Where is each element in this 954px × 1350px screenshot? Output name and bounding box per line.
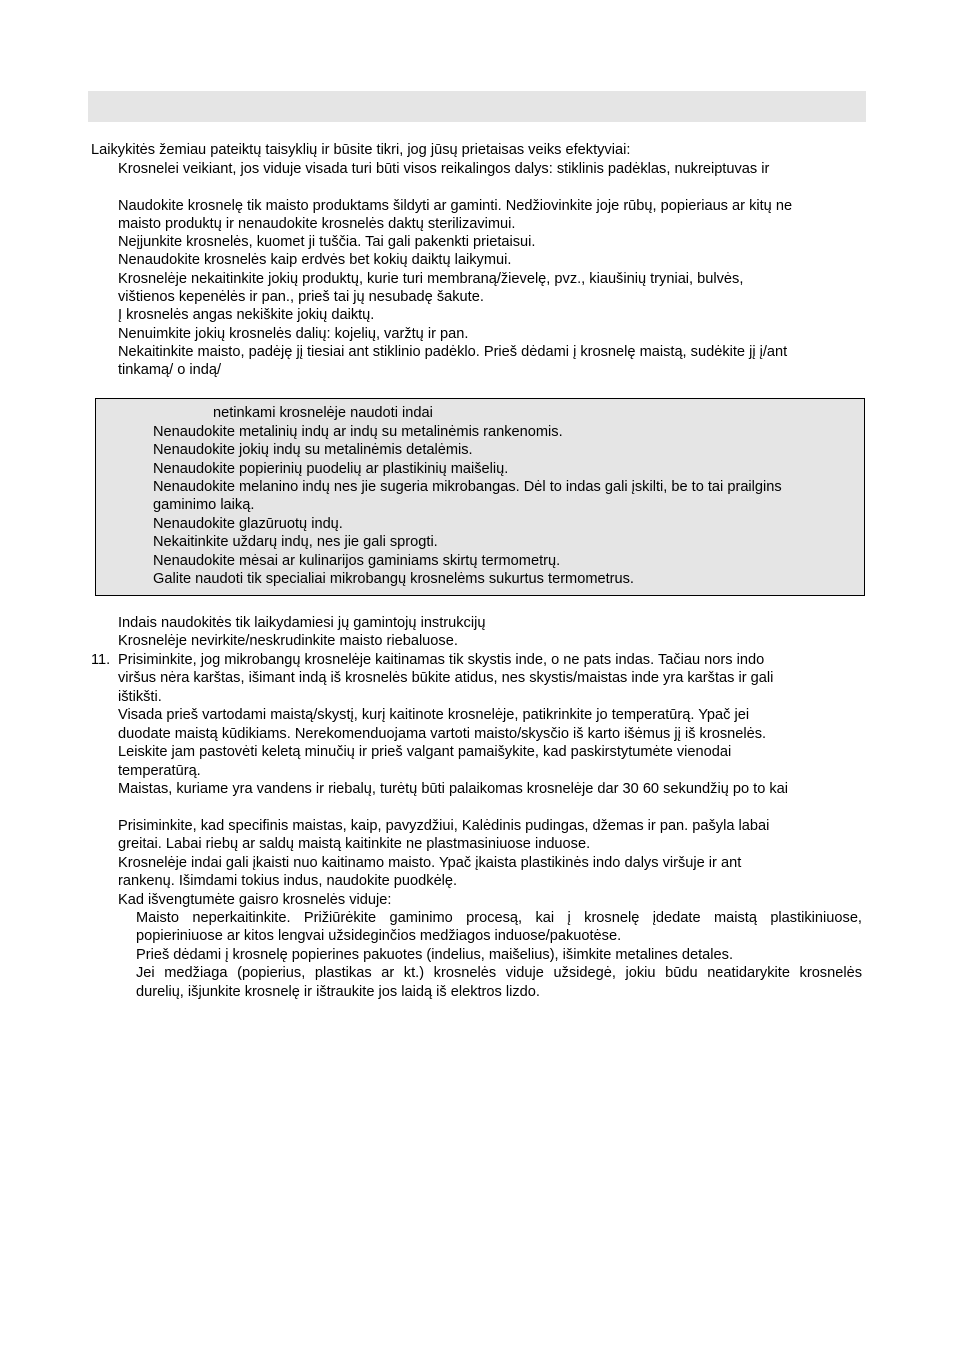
rule-line: Nekaitinkite maisto, padėję jį tiesiai ant stiklinio padėklo. Prieš dėdami į krosnelę maistą, sudėkite jį į/ant <box>118 344 788 360</box>
box-item: Nenaudokite popierinių puodelių ar plastikinių maišelių. <box>153 461 509 477</box>
point-line: Prisiminkite, jog mikrobangų krosnelėje kaitinamas tik skystis inde, o ne pats indas. Tačiau nors indo <box>118 652 765 668</box>
fire-line: popieriniuose ar kitos lengvai užsideginčios medžiagos induose/pakuotėse. <box>136 928 622 944</box>
point-line: Maistas, kuriame yra vandens ir riebalų, turėtų būti palaikomas krosnelėje dar 30 60 sekundžių po to kai <box>118 781 789 797</box>
point-line: ištikšti. <box>118 689 162 705</box>
after-line: Krosnelėje nevirkite/neskrudinkite maisto riebaluose. <box>118 633 458 649</box>
section-header-bar <box>88 91 866 122</box>
after-line: Indais naudokitės tik laikydamiesi jų gamintojų instrukcijų <box>118 615 486 631</box>
rule-line: Nenaudokite krosnelės kaip erdvės bet kokių daiktų laikymui. <box>118 252 512 268</box>
rule-line: tinkamą/ o indą/ <box>118 362 222 378</box>
box-item: Nekaitinkite uždarų indų, nes jie gali sprogti. <box>153 534 438 550</box>
intro-text: Laikykitės žemiau pateiktų taisyklių ir būsite tikri, jog jūsų prietaisas veiks efektyviai: <box>91 142 631 158</box>
point-line: Leiskite jam pastovėti keletą minučių ir prieš valgant pamaišykite, kad paskirstytumėte vienodai <box>118 744 732 760</box>
rule-line: Į krosnelės angas nekiškite jokių daiktų. <box>118 307 375 323</box>
point-line: viršus nėra karštas, išimant indą iš krosnelės būkite atidus, nes skystis/maistas inde yra karštas ir gali <box>118 670 774 686</box>
point-line: duodate maistą kūdikiams. Nerekomenduojama vartoti maisto/skysčio iš karto išėmus jį iš krosnelės. <box>118 726 767 742</box>
point-line: Krosnelėje indai gali įkaisti nuo kaitinamo maisto. Ypač įkaista plastikinės indo dalys viršuje ir ant <box>118 855 742 871</box>
box-item: Nenaudokite melanino indų nes jie sugeria mikrobangas. Dėl to indas gali įskilti, be to tai prailgins <box>153 479 782 495</box>
point-line: rankenų. Išimdami tokius indus, naudokite puodkėlę. <box>118 873 458 889</box>
box-item: Nenaudokite glazūruotų indų. <box>153 516 343 532</box>
point-line: temperatūrą. <box>118 763 201 779</box>
rule-line: Krosnelėje nekaitinkite jokių produktų, kurie turi membraną/žievelę, pvz., kiaušinių tryniai, bulvės, <box>118 271 744 287</box>
box-item: Nenaudokite jokių indų su metalinėmis detalėmis. <box>153 442 473 458</box>
rule-line: vištienos kepenėlės ir pan., prieš tai jų nesubadę šakute. <box>118 289 484 305</box>
box-item: Nenaudokite metalinių indų ar indų su metalinėmis rankenomis. <box>153 424 563 440</box>
point-line: greitai. Labai riebų ar saldų maistą kaitinkite ne plastmasiniuose induose. <box>118 836 591 852</box>
rule-line: Neįjunkite krosnelės, kuomet ji tuščia. Tai gali pakenkti prietaisui. <box>118 234 536 250</box>
rule-line: Nenuimkite jokių krosnelės dalių: kojelių, varžtų ir pan. <box>118 326 469 342</box>
fire-line: Maisto neperkaitinkite. Prižiūrėkite gaminimo procesą, kai į krosnelę įdedate maistą plastikiniuose, <box>136 910 862 926</box>
fire-line: durelių, išjunkite krosnelę ir ištraukite jos laidą iš elektros lizdo. <box>136 984 540 1000</box>
fire-line: Prieš dėdami į krosnelę popierines pakuotes (indelius, maišelius), išimkite metalines detales. <box>136 947 733 963</box>
box-title: netinkami krosnelėje naudoti indai <box>213 405 433 421</box>
rule-line: Naudokite krosnelę tik maisto produktams šildyti ar gaminti. Nedžiovinkite joje rūbų, popieriaus ar kitų ne <box>118 198 793 214</box>
point-line: Prisiminkite, kad specifinis maistas, kaip, pavyzdžiui, Kalėdinis pudingas, džemas ir pan. pašyla labai <box>118 818 770 834</box>
box-item: Nenaudokite mėsai ar kulinarijos gaminiams skirtų termometrų. <box>153 553 561 569</box>
rule-line: maisto produktų ir nenaudokite krosnelės daktų sterilizavimui. <box>118 216 516 232</box>
point-line: Kad išvengtumėte gaisro krosnelės viduje: <box>118 892 392 908</box>
box-item: gaminimo laiką. <box>153 497 255 513</box>
point-line: Visada prieš vartodami maistą/skystį, kurį kaitinote krosnelėje, patikrinkite jo temperatūrą. Ypač jei <box>118 707 750 723</box>
fire-line: Jei medžiaga (popierius, plastikas ar kt.) krosnelės viduje užsidegė, jokiu būdu neatidarykite krosnelės <box>136 965 862 981</box>
point-number: 11. <box>91 652 111 668</box>
rule-line: Krosnelei veikiant, jos viduje visada turi būti visos reikalingos dalys: stiklinis padėklas, nukreiptuvas ir <box>118 161 770 177</box>
box-item: Galite naudoti tik specialiai mikrobangų krosnelėms sukurtus termometrus. <box>153 571 634 587</box>
